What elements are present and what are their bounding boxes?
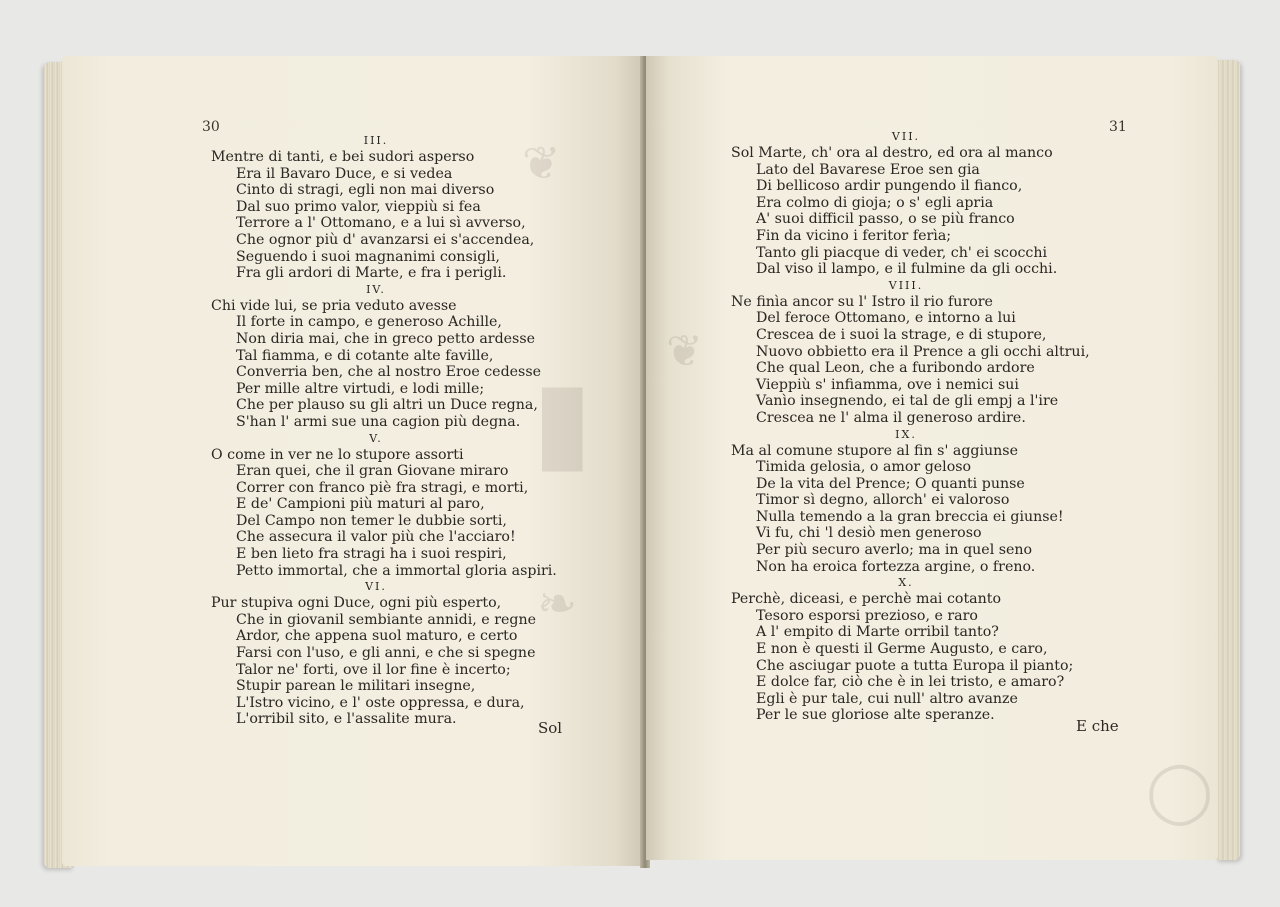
- verse-line: Pur stupiva ogni Duce, ogni più esperto,: [211, 595, 502, 612]
- verse-line: Vi fu, chi 'l desiò men generoso: [756, 525, 982, 542]
- verse-line: Dal viso il lampo, e il fulmine da gli occhi.: [756, 261, 1058, 278]
- verse-line: Che asciugar puote a tutta Europa il pianto;: [756, 657, 1074, 674]
- stanza: [731, 129, 1131, 278]
- stanza: [211, 133, 571, 282]
- verse-line: Che per plauso su gli altri un Duce regna,: [236, 397, 538, 414]
- right-page: [646, 56, 1218, 860]
- verse-line: E dolce far, ciò che è in lei tristo, e amaro?: [756, 674, 1065, 691]
- verse-line: Nulla temendo a la gran breccia ei giunse!: [756, 508, 1064, 525]
- verse-line: Che assecura il valor più che l'acciaro!: [236, 529, 516, 546]
- verse-line: Vieppiù s' infiamma, ove i nemici sui: [756, 376, 1019, 393]
- verse-line: E ben lieto fra stragi ha i suoi respiri,: [236, 546, 507, 563]
- verse-line: Nuovo obbietto era il Prence a gli occhi altrui,: [756, 343, 1090, 360]
- verse-line: A' suoi difficil passo, o se più franco: [756, 211, 1015, 228]
- verse-line: Che qual Leon, che a furibondo ardore: [756, 360, 1035, 377]
- verse-line: Farsi con l'uso, e gli anni, e che si spegne: [236, 645, 536, 662]
- verse-line: Per mille altre virtudi, e lodi mille;: [236, 380, 485, 397]
- verse-line: Timor sì degno, allorch' ei valoroso: [756, 492, 1010, 509]
- verse-line: Non ha eroica fortezza argine, o freno.: [756, 558, 1036, 575]
- verse-line: Era colmo di gioja; o s' egli apria: [756, 194, 994, 211]
- verse-line: Sol Marte, ch' ora al destro, ed ora al manco: [731, 145, 1053, 161]
- page-number: 30: [202, 119, 220, 135]
- stanza: [731, 278, 1131, 427]
- verse-line: Tesoro esporsi prezioso, e raro: [756, 607, 978, 624]
- stanza: [731, 427, 1131, 576]
- verse-line: Fin da vicino i feritor ferìa;: [756, 227, 952, 244]
- show-through-marks: ❦: [666, 326, 703, 377]
- stanza: [731, 575, 1131, 724]
- verse-line: Perchè, diceasi, e perchè mai cotanto: [731, 591, 1001, 608]
- verse-line: Crescea ne l' alma il generoso ardire.: [756, 409, 1026, 426]
- stanza-numeral: IV.: [366, 282, 386, 296]
- right-page-edges: [1216, 60, 1240, 860]
- verse-line: Di bellicoso ardir pungendo il fianco,: [756, 178, 1023, 195]
- show-through-marks: ❦: [522, 136, 561, 190]
- catchword: Sol: [538, 719, 563, 737]
- verse-line: Per le sue gloriose alte speranze.: [756, 707, 995, 724]
- verse-line: Converria ben, che al nostro Eroe cedesse: [236, 364, 542, 381]
- verse-line: Talor ne' forti, ove il lor fine è incerto;: [236, 661, 511, 678]
- verse-line: Mentre di tanti, e bei sudori asperso: [211, 149, 475, 165]
- verse-line: Il forte in campo, e generoso Achille,: [236, 314, 502, 331]
- verse-line: Egli è pur tale, cui null' altro avanze: [756, 690, 1018, 707]
- verse-line: Petto immortal, che a immortal gloria aspiri.: [236, 562, 557, 579]
- verse-line: L'Istro vicino, e l' oste oppressa, e dura,: [236, 694, 525, 711]
- poem-text: [211, 133, 571, 728]
- verse-line: Che in giovanil sembiante annidi, e regne: [236, 611, 537, 628]
- verse-line: Che ognor più d' avanzarsi ei s'accendea,: [236, 231, 535, 248]
- verse-line: L'orribil sito, e l'assalite mura.: [236, 711, 457, 728]
- verse-line: E de' Campioni più maturi al paro,: [236, 496, 485, 513]
- show-through-marks: ◯: [1146, 756, 1214, 826]
- catchword: E che: [1076, 717, 1119, 735]
- stanza-numeral: III.: [363, 134, 389, 147]
- verse-line: Crescea de i suoi la strage, e di stupore,: [756, 326, 1047, 343]
- verse-line: A l' empito di Marte orribil tanto?: [756, 624, 999, 641]
- verse-line: Era il Bavaro Duce, e si vedea: [236, 165, 453, 182]
- verse-line: Cinto di stragi, egli non mai diverso: [236, 182, 495, 199]
- verse-line: O come in ver ne lo stupore assorti: [211, 446, 464, 463]
- verse-line: Non diria mai, che in greco petto ardesse: [236, 330, 536, 347]
- stanza-numeral: VII.: [891, 130, 921, 143]
- stanza-numeral: V.: [369, 431, 383, 445]
- verse-line: Chi vide lui, se pria veduto avesse: [211, 297, 457, 314]
- verse-line: E non è questi il Germe Augusto, e caro,: [756, 641, 1048, 658]
- verse-line: De la vita del Prence; O quanti punse: [756, 475, 1025, 492]
- stanza: [211, 282, 571, 431]
- left-page: [62, 56, 644, 866]
- verse-line: Seguendo i suoi magnanimi consigli,: [236, 248, 500, 265]
- verse-line: Del Campo non temer le dubbie sorti,: [236, 512, 507, 529]
- verse-line: Lato del Bavarese Eroe sen gia: [756, 161, 980, 178]
- verse-line: Ardor, che appena suol maturo, e certo: [236, 628, 518, 645]
- verse-line: Correr con franco piè fra stragi, e morti,: [236, 479, 529, 496]
- verse-line: Ne finìa ancor su l' Istro il rio furore: [731, 293, 993, 310]
- verse-line: Vanìo insegnendo, ei tal de gli empj a l'ire: [756, 393, 1059, 410]
- show-through-marks: ❧: [537, 576, 578, 632]
- show-through-marks: ▮: [532, 356, 593, 484]
- page-number: 31: [1109, 119, 1127, 135]
- verse-line: Fra gli ardori di Marte, e fra i perigli.: [236, 265, 507, 282]
- verse-line: Per più securo averlo; ma in quel seno: [756, 542, 1033, 559]
- stanza-numeral: VI.: [365, 580, 387, 594]
- verse-line: Dal suo primo valor, vieppiù si fea: [236, 198, 481, 215]
- verse-line: Ma al comune stupore al fin s' aggiunse: [731, 442, 1018, 459]
- stanza: [211, 431, 571, 580]
- stanza-numeral: VIII.: [888, 278, 924, 292]
- stanza-numeral: IX.: [895, 427, 917, 441]
- verse-line: Stupir parean le militari insegne,: [236, 678, 476, 695]
- verse-line: Tanto gli piacque di veder, ch' ei scocchi: [756, 244, 1048, 261]
- poem-text: [731, 129, 1131, 724]
- verse-line: Tal fiamma, e di cotante alte faville,: [236, 347, 494, 364]
- verse-line: Eran quei, che il gran Giovane miraro: [236, 463, 509, 480]
- stanza-numeral: X.: [898, 576, 914, 590]
- verse-line: Terrore a l' Ottomano, e a lui sì avverso,: [236, 215, 526, 232]
- stanza: [211, 579, 571, 728]
- verse-line: Timida gelosia, o amor geloso: [756, 459, 972, 476]
- verse-line: S'han l' armi sue una cagion più degna.: [236, 413, 521, 430]
- open-book: [44, 56, 1240, 868]
- verse-line: Del feroce Ottomano, e intorno a lui: [756, 310, 1016, 327]
